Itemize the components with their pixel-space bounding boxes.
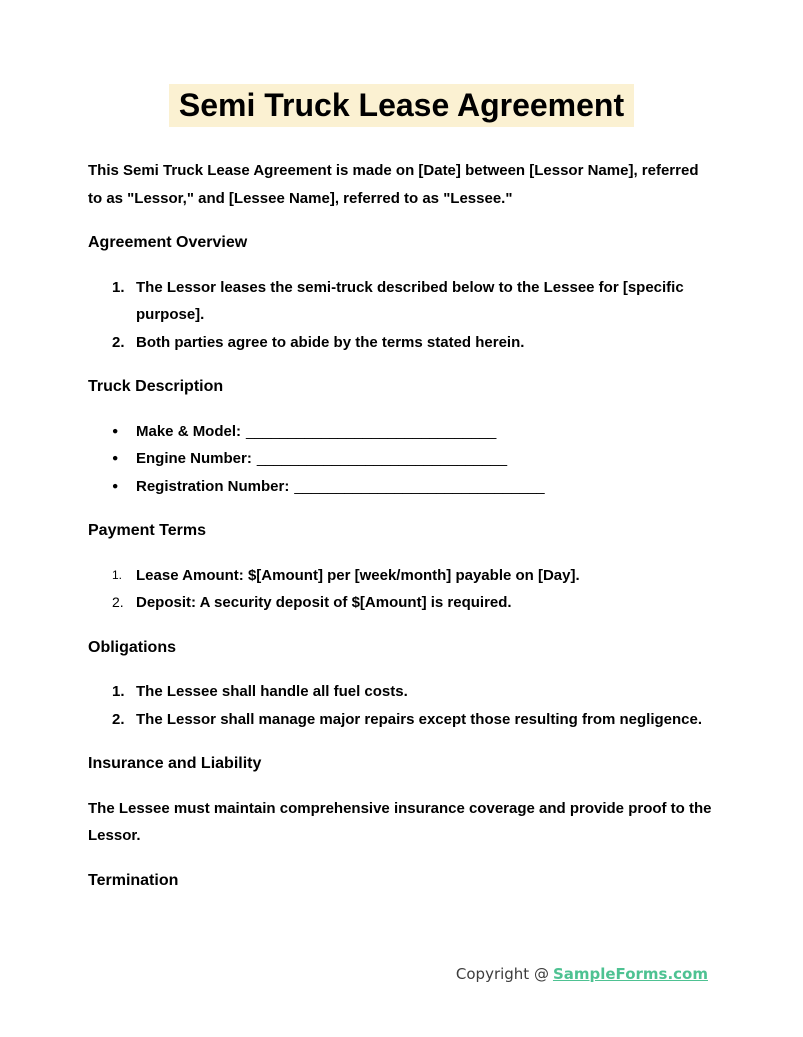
- list-item: [112, 589, 715, 617]
- section-heading-insurance-liability: Insurance and Liability: [88, 755, 262, 772]
- list-item-text: The Lessee shall handle all fuel costs.: [136, 683, 408, 700]
- field-label: Engine Number:: [136, 450, 252, 467]
- list-number: 2.: [112, 333, 125, 351]
- list-item: [112, 706, 715, 734]
- blank-line: ______________________________: [294, 477, 545, 495]
- list-number: 2.: [112, 594, 124, 610]
- insurance-paragraph: The Lessee must maintain comprehensive insurance coverage and provide proof to the Lessor.: [88, 799, 712, 844]
- list-item: [112, 274, 715, 329]
- field-label: Make & Model:: [136, 422, 242, 440]
- page-title: [88, 84, 715, 127]
- blank-line: ______________________________: [246, 422, 497, 440]
- section-heading-truck-description: Truck Description: [88, 378, 224, 395]
- section-heading-payment-terms: Payment Terms: [88, 522, 206, 539]
- list-item-text: Lease Amount: $[Amount] per [week/month] payable on [Day].: [136, 566, 580, 584]
- list-item-text: Both parties agree to abide by the terms stated herein.: [136, 333, 525, 351]
- document-page: [88, 84, 715, 894]
- list-item: [112, 329, 715, 357]
- list-item-text: Deposit: A security deposit of $[Amount] is required.: [136, 594, 512, 611]
- obligations-list: [88, 678, 715, 733]
- truck-description-list: [88, 418, 715, 501]
- copyright-text: Copyright @: [455, 965, 549, 983]
- blank-line: ______________________________: [256, 450, 508, 467]
- copyright-link[interactable]: SampleForms.com: [552, 965, 708, 983]
- list-number: 2.: [112, 710, 125, 728]
- footer: [456, 963, 708, 985]
- list-item-text: The Lessor leases the semi-truck described below to the Lessee for [specific purpose].: [136, 278, 684, 323]
- bullet-icon: ●: [112, 452, 119, 464]
- list-item-text: The Lessor shall manage major repairs except those resulting from negligence.: [136, 710, 703, 728]
- list-item: [112, 418, 715, 446]
- payment-terms-list: [88, 562, 715, 617]
- list-number: 1.: [112, 683, 125, 700]
- list-item: [112, 445, 715, 473]
- list-item: [112, 678, 715, 706]
- list-item-text: [136, 473, 715, 501]
- list-item: [112, 562, 715, 590]
- list-item-text: [136, 445, 715, 473]
- list-item-text: [136, 418, 715, 446]
- title-highlight: Semi Truck Lease Agreement: [169, 84, 634, 127]
- intro-paragraph: This Semi Truck Lease Agreement is made on [Date] between [Lessor Name], referred to as "Lessor," and [Lessee Name], referred to as "Lessee.": [88, 162, 699, 207]
- list-number: 1.: [112, 567, 123, 582]
- bullet-icon: ●: [112, 479, 119, 492]
- agreement-overview-list: [88, 274, 715, 357]
- section-heading-obligations: Obligations: [88, 638, 176, 656]
- bullet-icon: ●: [112, 424, 119, 437]
- list-number: 1.: [112, 278, 125, 296]
- section-heading-termination: Termination: [88, 871, 179, 889]
- section-heading-agreement-overview: Agreement Overview: [88, 234, 248, 251]
- field-label: Registration Number:: [136, 477, 290, 495]
- list-item: [112, 473, 715, 501]
